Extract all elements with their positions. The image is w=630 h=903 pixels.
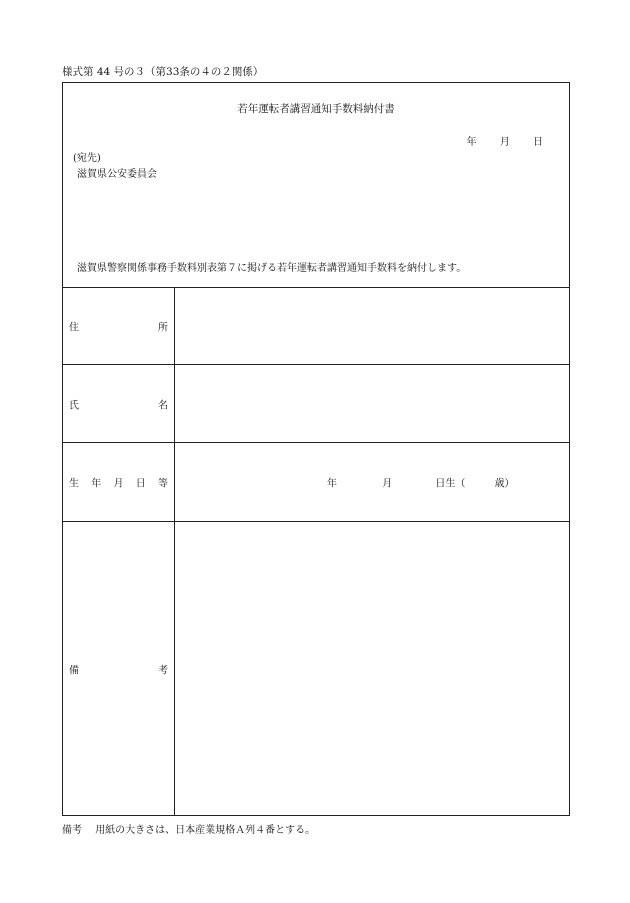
name-label-cell [63, 365, 175, 442]
birthdate-field[interactable] [175, 443, 569, 521]
address-label [69, 318, 168, 333]
birthdate-label [69, 475, 168, 490]
addressee-label: (宛先) [73, 153, 101, 164]
remarks-label-cell [63, 522, 175, 815]
birth-month-unit: 月 [382, 478, 393, 490]
birthdate-row [63, 443, 569, 522]
address-field[interactable] [175, 287, 569, 364]
date-month-unit: 月 [499, 137, 510, 148]
remarks-row [63, 522, 569, 815]
birth-year-unit: 年 [327, 478, 337, 490]
footnote-text: 用紙の大きさは、日本産業規格Ａ列４番とする。 [95, 825, 316, 836]
birthdate-line [327, 475, 515, 490]
remarks-label-char: 備 [69, 665, 79, 676]
date-year-unit: 年 [466, 137, 477, 148]
name-label-char: 名 [158, 400, 168, 411]
birthdate-label-char: 日 [135, 478, 146, 490]
footnote-label: 備考 [62, 825, 82, 836]
remarks-label [69, 661, 168, 676]
address-row [63, 287, 569, 365]
document-title: 若年運転者講習通知手数料納付書 [237, 103, 395, 115]
name-label [69, 396, 168, 411]
age-suffix: 歳） [494, 478, 515, 490]
address-label-cell [63, 287, 175, 364]
addressee-name: 滋賀県公安委員会 [77, 169, 157, 180]
birthdate-label-cell [63, 443, 175, 521]
form-number: 様式第 44 号の３（第33条の４の２関係） [62, 66, 264, 78]
name-row [63, 365, 569, 443]
header-section [63, 83, 569, 288]
birth-day-suffix: 日生（ [435, 478, 466, 490]
remarks-field[interactable] [175, 522, 569, 815]
statement-text: 滋賀県警察関係事務手数料別表第７に掲げる若年運転者講習通知手数料を納付します。 [77, 263, 467, 274]
footnote [62, 821, 315, 836]
date-day-unit: 日 [533, 137, 543, 148]
form-box [62, 82, 570, 816]
birthdate-label-char: 年 [91, 478, 102, 490]
address-label-char: 所 [158, 322, 168, 333]
address-label-char: 住 [69, 322, 79, 333]
birthdate-label-char: 等 [158, 478, 168, 490]
remarks-label-char: 考 [158, 665, 168, 676]
date-line [467, 133, 543, 148]
name-label-char: 氏 [69, 400, 79, 411]
name-field[interactable] [175, 365, 569, 442]
birthdate-label-char: 月 [113, 478, 124, 490]
birthdate-label-char: 生 [69, 478, 79, 490]
